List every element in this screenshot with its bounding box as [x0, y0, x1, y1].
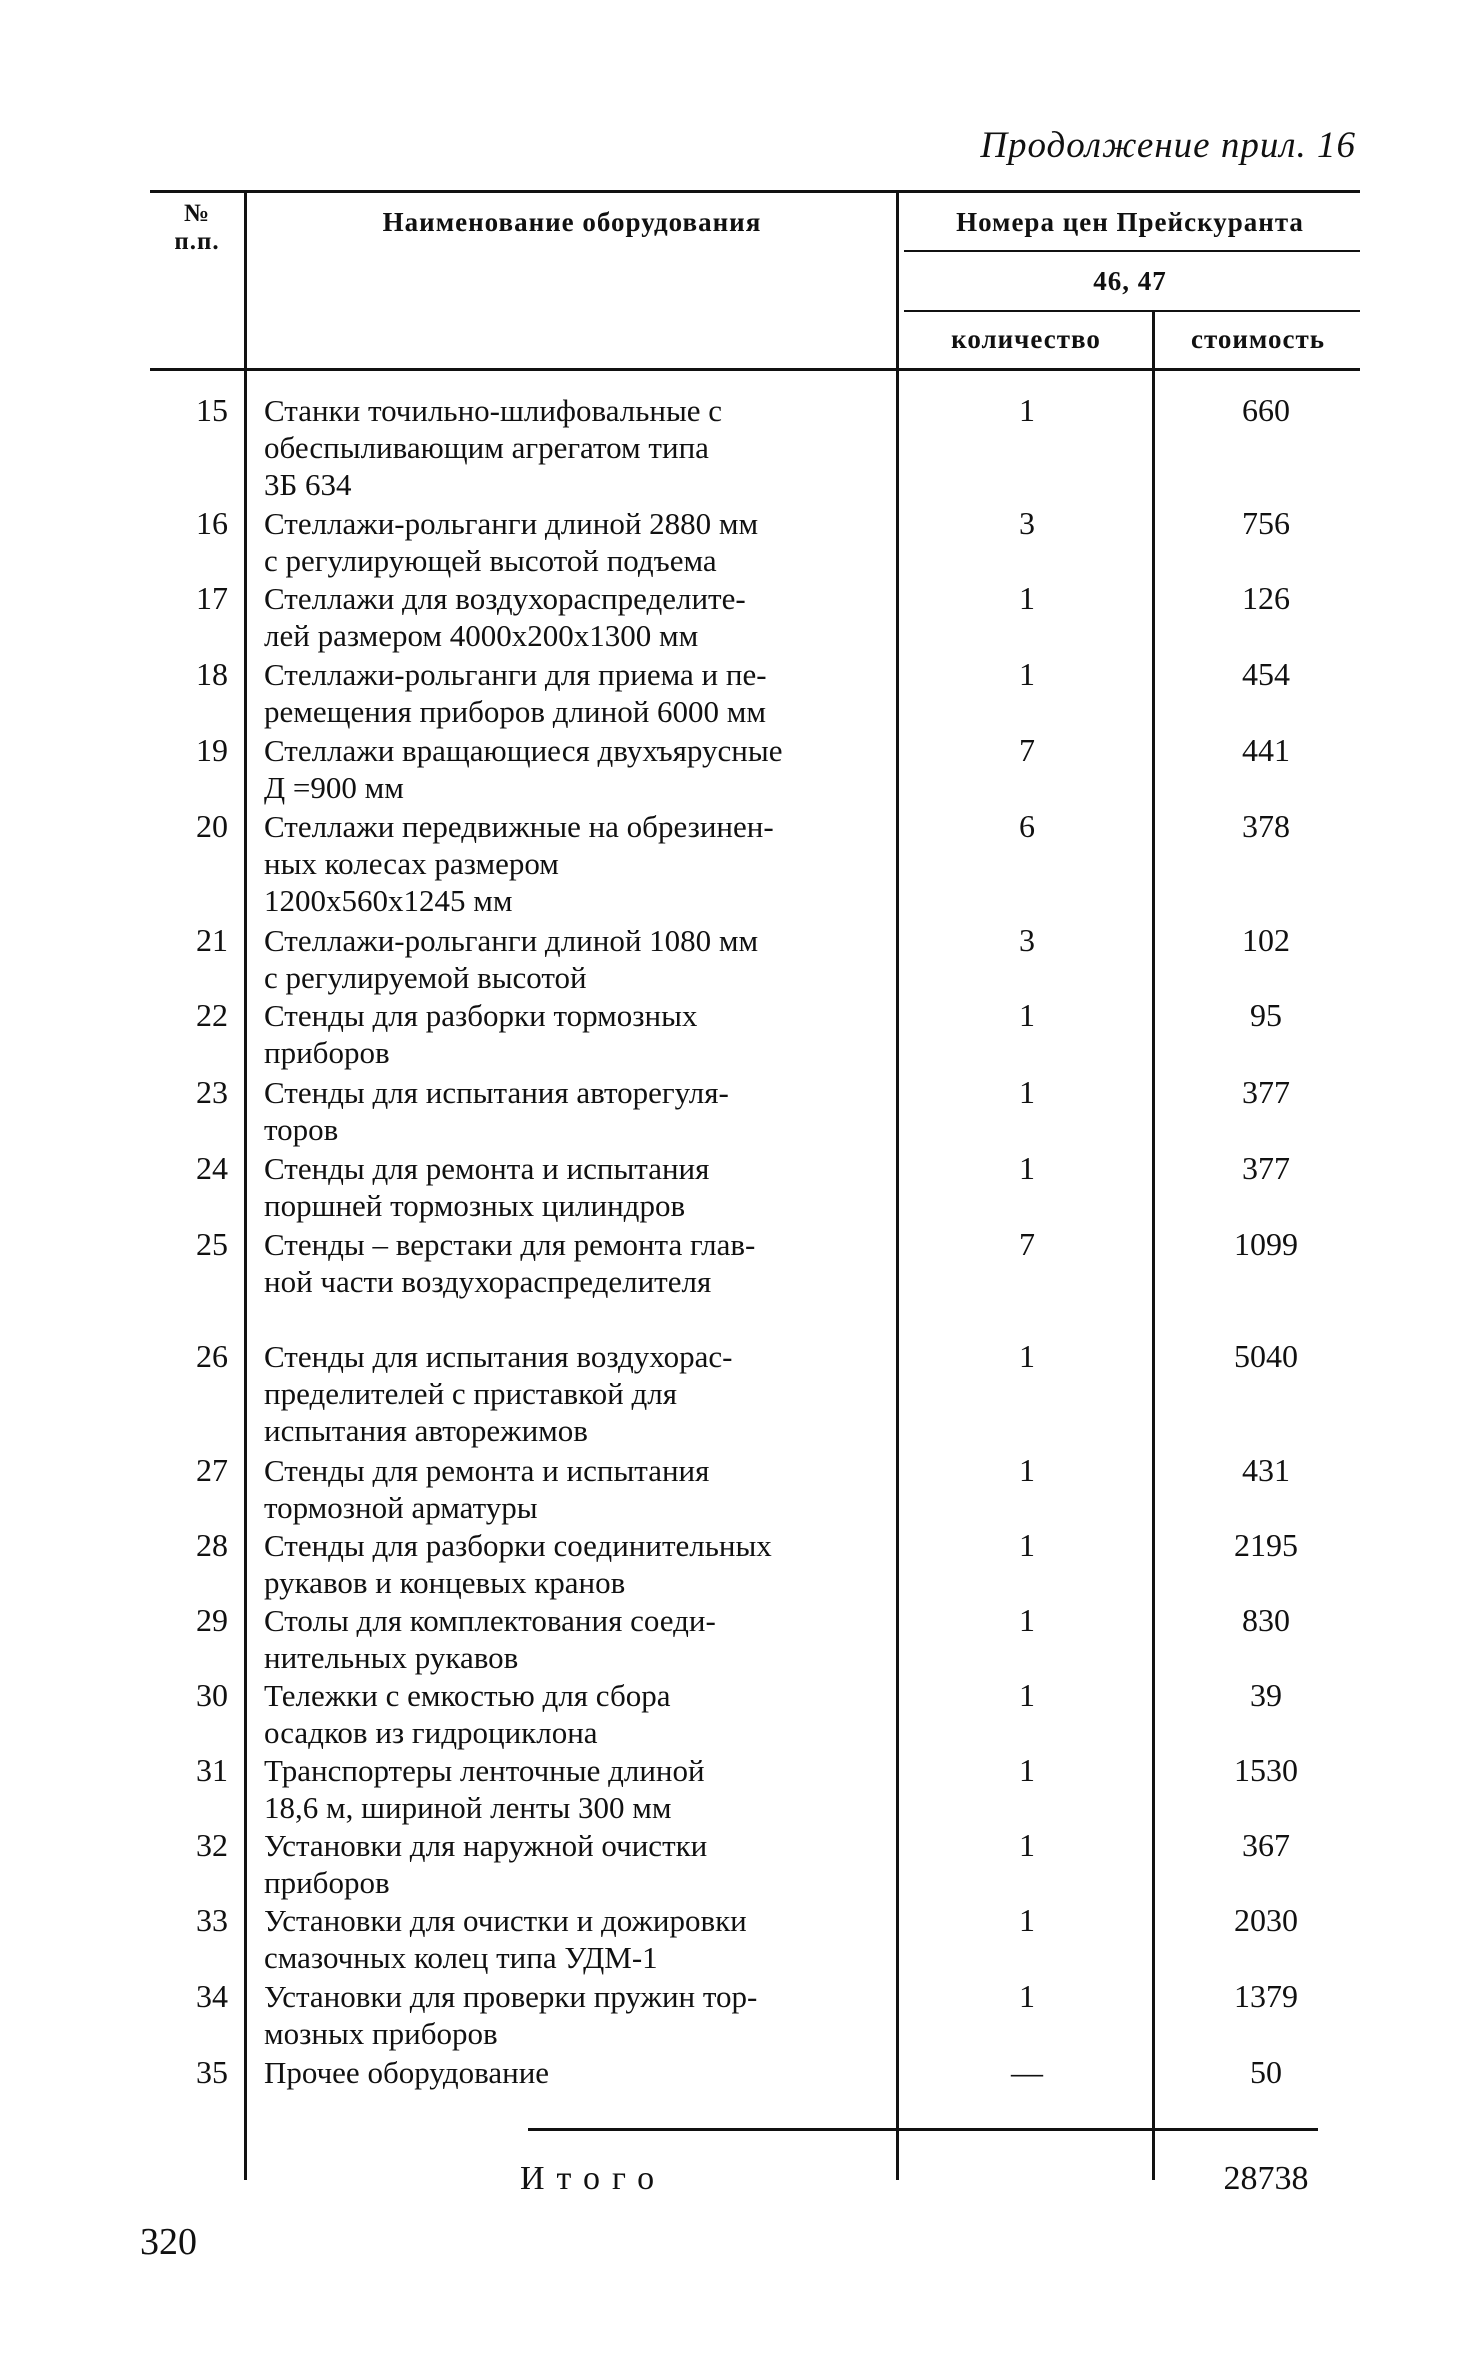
- row-name: [264, 1150, 904, 1224]
- row-name-line: Установки для очистки и дожировки: [264, 1903, 747, 1938]
- row-name-line: Стенды для испытания воздухорас-: [264, 1339, 733, 1374]
- row-name-line: ных колесах размером: [264, 846, 559, 881]
- row-quantity: 7: [1019, 1226, 1035, 1262]
- row-name: [264, 1452, 904, 1526]
- total-label: Итого: [520, 2160, 667, 2197]
- row-name-line: 1200х560х1245 мм: [264, 883, 513, 918]
- row-quantity: —: [1011, 2054, 1043, 2090]
- row-cost: 1530: [1234, 1752, 1298, 1788]
- top-rule: [150, 190, 1360, 193]
- row-number: 15: [196, 392, 228, 428]
- row-name: [264, 1338, 904, 1449]
- row-name-line: поршней тормозных цилиндров: [264, 1188, 686, 1223]
- header-rule-2: [904, 310, 1360, 312]
- row-name-line: Стеллажи-рольганги длиной 2880 мм: [264, 506, 759, 541]
- row-name-line: лей размером 4000х200х1300 мм: [264, 618, 699, 653]
- row-name-line: с регулируемой высотой: [264, 960, 587, 995]
- row-name-line: Столы для комплектования соеди-: [264, 1603, 716, 1638]
- divider-num: [244, 190, 247, 2180]
- header-rule-1: [904, 250, 1360, 252]
- row-name: [264, 1602, 904, 1676]
- row-name: [264, 732, 904, 806]
- header-group: Номера цен Прейскуранта: [956, 207, 1304, 237]
- row-name-line: осадков из гидроциклона: [264, 1715, 598, 1750]
- row-name-line: Стенды для испытания авторегуля-: [264, 1075, 729, 1110]
- row-quantity: 1: [1019, 580, 1035, 616]
- row-name-line: мозных приборов: [264, 2016, 498, 2051]
- row-name-line: ной части воздухораспределителя: [264, 1264, 712, 1299]
- row-quantity: 1: [1019, 1074, 1035, 1110]
- row-quantity: 1: [1019, 1602, 1035, 1638]
- row-name-line: тормозной арматуры: [264, 1490, 538, 1525]
- row-number: 35: [196, 2054, 228, 2090]
- row-cost: 377: [1242, 1150, 1290, 1186]
- row-name-line: нительных рукавов: [264, 1640, 519, 1675]
- row-name: [264, 922, 904, 996]
- row-quantity: 1: [1019, 1677, 1035, 1713]
- row-quantity: 1: [1019, 1527, 1035, 1563]
- row-quantity: 1: [1019, 1752, 1035, 1788]
- header-num: № п.п.: [174, 200, 220, 255]
- row-name: [264, 656, 904, 730]
- row-cost: 1379: [1234, 1978, 1298, 2014]
- row-quantity: 1: [1019, 1150, 1035, 1186]
- header-qty: количество: [951, 324, 1101, 354]
- row-name: [264, 392, 904, 503]
- row-number: 28: [196, 1527, 228, 1563]
- row-name-line: Стенды для ремонта и испытания: [264, 1151, 710, 1186]
- row-cost: 830: [1242, 1602, 1290, 1638]
- row-name: [264, 808, 904, 919]
- row-number: 23: [196, 1074, 228, 1110]
- row-name-line: пределителей с приставкой для: [264, 1376, 678, 1411]
- row-cost: 441: [1242, 732, 1290, 768]
- row-name-line: 3Б 634: [264, 467, 352, 502]
- row-name-line: Стеллажи для воздухораспределите-: [264, 581, 746, 616]
- row-quantity: 1: [1019, 997, 1035, 1033]
- divider-qty: [1152, 310, 1155, 2180]
- row-number: 20: [196, 808, 228, 844]
- row-name-line: торов: [264, 1112, 339, 1147]
- row-quantity: 1: [1019, 1338, 1035, 1374]
- header-price-list: 46, 47: [1093, 266, 1167, 296]
- row-number: 34: [196, 1978, 228, 2014]
- row-name-line: смазочных колец типа УДМ-1: [264, 1940, 658, 1975]
- row-name-line: Стеллажи-рольганги для приема и пе-: [264, 657, 767, 692]
- row-name-line: Стенды для разборки соединительных: [264, 1528, 772, 1563]
- row-name-line: испытания авторежимов: [264, 1413, 588, 1448]
- row-cost: 102: [1242, 922, 1290, 958]
- row-quantity: 1: [1019, 1978, 1035, 2014]
- row-quantity: 3: [1019, 505, 1035, 541]
- row-number: 17: [196, 580, 228, 616]
- row-number: 21: [196, 922, 228, 958]
- row-name: [264, 1902, 904, 1976]
- row-cost: 454: [1242, 656, 1290, 692]
- row-name-line: Прочее оборудование: [264, 2055, 550, 2090]
- row-cost: 95: [1250, 997, 1282, 1033]
- row-quantity: 1: [1019, 1827, 1035, 1863]
- row-number: 22: [196, 997, 228, 1033]
- row-number: 25: [196, 1226, 228, 1262]
- row-name-line: Установки для проверки пружин тор-: [264, 1979, 758, 2014]
- row-name-line: Стеллажи-рольганги длиной 1080 мм: [264, 923, 759, 958]
- row-cost: 367: [1242, 1827, 1290, 1863]
- row-name-line: ремещения приборов длиной 6000 мм: [264, 694, 767, 729]
- row-name: [264, 2054, 904, 2091]
- row-cost: 1099: [1234, 1226, 1298, 1262]
- row-cost: 126: [1242, 580, 1290, 616]
- row-name: [264, 580, 904, 654]
- row-name-line: Стенды для ремонта и испытания: [264, 1453, 710, 1488]
- row-number: 26: [196, 1338, 228, 1374]
- row-name-line: обеспыливающим агрегатом типа: [264, 430, 709, 465]
- row-name-line: Станки точильно-шлифовальные с: [264, 393, 723, 428]
- header-bottom-rule: [150, 368, 1360, 371]
- row-name: [264, 1827, 904, 1901]
- row-name: [264, 505, 904, 579]
- row-number: 33: [196, 1902, 228, 1938]
- row-name-line: Установки для наружной очистки: [264, 1828, 708, 1863]
- row-number: 24: [196, 1150, 228, 1186]
- row-name-line: приборов: [264, 1865, 390, 1900]
- row-cost: 2030: [1234, 1902, 1298, 1938]
- row-name-line: приборов: [264, 1035, 390, 1070]
- total-value: 28738: [1223, 2160, 1309, 2197]
- row-quantity: 7: [1019, 732, 1035, 768]
- row-name-line: с регулирующей высотой подъема: [264, 543, 717, 578]
- continuation-note: Продолжение прил. 16: [980, 125, 1356, 166]
- row-name-line: Д =900 мм: [264, 770, 404, 805]
- row-name-line: Стеллажи передвижные на обрезинен-: [264, 809, 774, 844]
- row-number: 29: [196, 1602, 228, 1638]
- row-cost: 377: [1242, 1074, 1290, 1110]
- row-name: [264, 1527, 904, 1601]
- row-quantity: 6: [1019, 808, 1035, 844]
- row-quantity: 1: [1019, 656, 1035, 692]
- row-name-line: Транспортеры ленточные длиной: [264, 1753, 705, 1788]
- row-number: 19: [196, 732, 228, 768]
- row-cost: 378: [1242, 808, 1290, 844]
- row-name: [264, 1074, 904, 1148]
- row-name: [264, 1226, 904, 1300]
- row-cost: 50: [1250, 2054, 1282, 2090]
- row-quantity: 1: [1019, 1902, 1035, 1938]
- row-number: 16: [196, 505, 228, 541]
- row-quantity: 3: [1019, 922, 1035, 958]
- row-number: 32: [196, 1827, 228, 1863]
- row-quantity: 1: [1019, 1452, 1035, 1488]
- row-name-line: Тележки с емкостью для сбора: [264, 1678, 671, 1713]
- row-name-line: Стенды – верстаки для ремонта глав-: [264, 1227, 756, 1262]
- row-cost: 431: [1242, 1452, 1290, 1488]
- row-name: [264, 1752, 904, 1826]
- row-cost: 756: [1242, 505, 1290, 541]
- total-rule: [528, 2128, 1318, 2131]
- row-cost: 5040: [1234, 1338, 1298, 1374]
- row-cost: 660: [1242, 392, 1290, 428]
- row-name: [264, 1677, 904, 1751]
- row-name: [264, 1978, 904, 2052]
- row-name-line: Стеллажи вращающиеся двухъярусные: [264, 733, 783, 768]
- row-quantity: 1: [1019, 392, 1035, 428]
- row-number: 30: [196, 1677, 228, 1713]
- page-number: 320: [140, 2221, 197, 2263]
- row-number: 18: [196, 656, 228, 692]
- row-number: 27: [196, 1452, 228, 1488]
- header-cost: стоимость: [1190, 324, 1325, 354]
- row-cost: 39: [1250, 1677, 1282, 1713]
- row-cost: 2195: [1234, 1527, 1298, 1563]
- row-name-line: рукавов и концевых кранов: [264, 1565, 626, 1600]
- row-name: [264, 997, 904, 1071]
- row-number: 31: [196, 1752, 228, 1788]
- row-name-line: 18,6 м, шириной ленты 300 мм: [264, 1790, 672, 1825]
- row-name-line: Стенды для разборки тормозных: [264, 998, 698, 1033]
- header-name: Наименование оборудования: [382, 207, 762, 237]
